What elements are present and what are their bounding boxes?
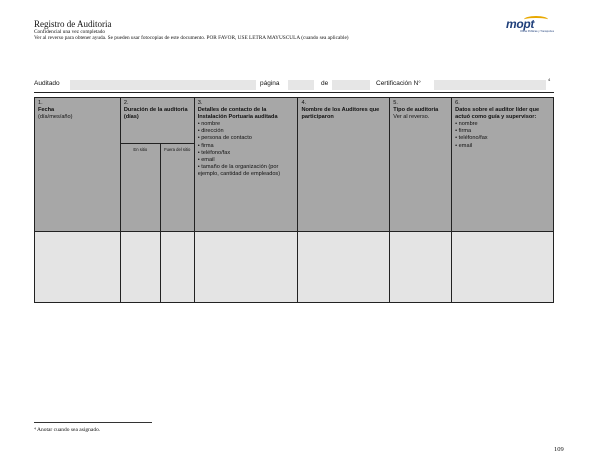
mopt-logo [506,17,556,37]
cell-audit-type-input[interactable] [390,232,452,303]
col-audit-type-header: 5. Tipo de auditoria Ver al reverso. [390,98,452,232]
page-number: 109 [554,446,564,453]
page-label: página [260,80,280,87]
certification-input[interactable] [434,80,546,90]
cell-onsite-input[interactable] [120,232,160,303]
certification-label: Certificación N° [376,80,421,87]
cell-lead-auditor-input[interactable] [452,232,554,303]
help-note: Ver al reverso para obtener ayuda. Se pueden usar fotocopias de este documento. POR FAVOR, USE LETRA MAYUSCULA (cuando sea aplicable) [34,35,349,42]
total-pages-input[interactable] [332,80,370,90]
page-input[interactable] [288,80,314,90]
col-date-header: 1. Fecha (día/mes/año) [35,98,121,232]
document-title: Registro de Auditoria [34,19,112,29]
cell-auditors-input[interactable] [298,232,390,303]
col-onsite-subheader: En sitio [120,144,160,232]
confidential-note: Confidencial una vez completado [34,29,106,35]
of-label: de [321,80,329,87]
col-contact-header: 3. Detalles de contacto de la Instalación Portuaria auditada • nombre • dirección • persona de contacto • firma • teléfono/fax • email • tamaño de la organización (por ejemplo, cantidad de empleados) [194,98,298,232]
logo-wordmark: mopt [506,17,535,31]
audited-label: Auditado [34,80,60,87]
cell-contact-input[interactable] [194,232,298,303]
logo-subtitle: Obras Públicas y Transportes [520,30,555,33]
document-instructions [34,29,349,42]
footnote-rule [34,422,152,423]
footnote: ⁴ Anotar cuando sea asignado. [34,427,101,433]
col-duration-header: 2. Duración de la auditoria (días) [120,98,194,144]
audit-header-fields [34,77,554,92]
cell-date-input[interactable] [35,232,121,303]
certification-footnote-mark: 4 [548,77,551,82]
header-underline [34,92,554,93]
col-lead-auditor-header: 6. Datos sobre el auditor líder que actuó como guía y supervisor: • nombre • firma • teléfono/fax • email [452,98,554,232]
col-auditors-header: 4. Nombre de los Auditores que participaron [298,98,390,232]
cell-offsite-input[interactable] [160,232,194,303]
col-offsite-subheader: Fuera del sitio [160,144,194,232]
audited-input[interactable] [70,80,256,90]
audit-record-table [34,97,554,303]
